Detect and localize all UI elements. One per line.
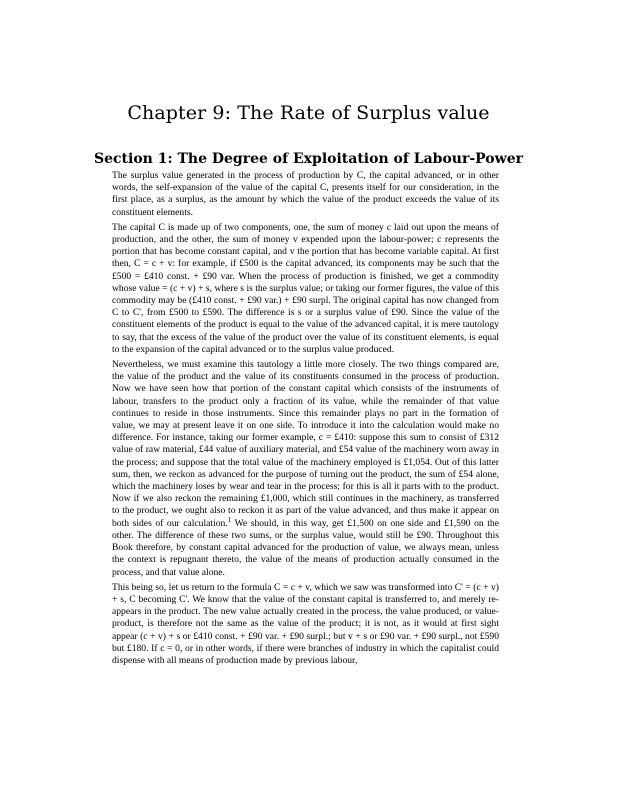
- paragraph-text: We should, in this way, get £1,500 on one side and £1,590 on the other. The difference of these two sums, or the surplus value, would still be £90. Throughout this Book therefore, by constant capital advanced for the production of value, we always mean, unless the context is repugnant thereto, the value of the means of production actually consumed in the process, and that value alone.: [112, 517, 499, 578]
- paragraph: [112, 359, 499, 579]
- chapter-title: Chapter 9: The Rate of Surplus value: [127, 102, 490, 124]
- paragraph: The capital C is made up of two components, one, the sum of money c laid out upon the means of production, and the other, the sum of money v expended upon the labour-power; c represents the portion that has become constant capital, and v the portion that has become variable capital. At first then, C = c + v: for example, if £500 is the capital advanced, its components may be such that the £500 = £410 const. + £90 var. When the process of production is finished, we get a commodity whose value = (c + v) + s, where s is the surplus value; or taking our former figures, the value of this commodity may be (£410 const. + £90 var.) + £90 surpl. The original capital has now changed from C to C', from £500 to £590. The difference is s or a surplus value of £90. Since the value of the constituent elements of the product is equal to the value of the advanced capital, it is mere tautology to say, that the excess of the value of the product over the value of its constituent elements, is equal to the expansion of the capital advanced or to the surplus value produced.: [112, 221, 499, 355]
- paragraph: The surplus value generated in the process of production by C, the capital advanced, or in other words, the self-expansion of the value of the capital C, presents itself for our consideration, in the first place, as a surplus, as the amount by which the value of the product exceeds the value of its constituent elements.: [112, 170, 499, 218]
- body-text: [112, 170, 499, 670]
- paragraph-text: Nevertheless, we must examine this tautology a little more closely. The two things compared are, the value of the product and the value of its constituents consumed in the process of production. Now we have seen how that portion of the constant capital which consists of the instruments of labour, transfers to the product only a fraction of its value, while the remainder of that value continues to reside in those instruments. Since this remainder plays no part in the formation of value, we may at present leave it on one side. To introduce it into the calculation would make no difference. For instance, taking our former example, c = £410: suppose this sum to consist of £312 value of raw material, £44 value of auxiliary material, and £54 value of the machinery worn away in the process; and suppose that the total value of the machinery employed is £1,054. Out of this latter sum, then, we reckon as advanced for the purpose of turning out the product, the sum of £54 alone, which the machinery loses by wear and tear in the process; for this is all it parts with to the product. Now if we also reckon the remaining £1,000, which still continues in the machinery, as transferred to the product, we ought also to reckon it as part of the value advanced, and thus make it appear on both sides of our calculation.: [112, 359, 499, 529]
- paragraph: This being so, let us return to the formula C = c + v, which we saw was transformed into C' = (c + v) + s, C becoming C'. We know that the value of the constant capital is transferred to, and merely re-appears in the product. The new value actually created in the process, the value produced, or value-product, is therefore not the same as the value of the product; it is not, as it would at first sight appear (c + v) + s or £410 const. + £90 var. + £90 surpl.; but v + s or £90 var. + £90 surpl., not £590 but £180. If c = 0, or in other words, if there were branches of industry in which the capitalist could dispense with all means of production made by previous labour,: [112, 581, 499, 666]
- footnote-reference[interactable]: 1: [227, 515, 232, 524]
- section-title: Section 1: The Degree of Exploitation of Labour-Power: [94, 151, 523, 167]
